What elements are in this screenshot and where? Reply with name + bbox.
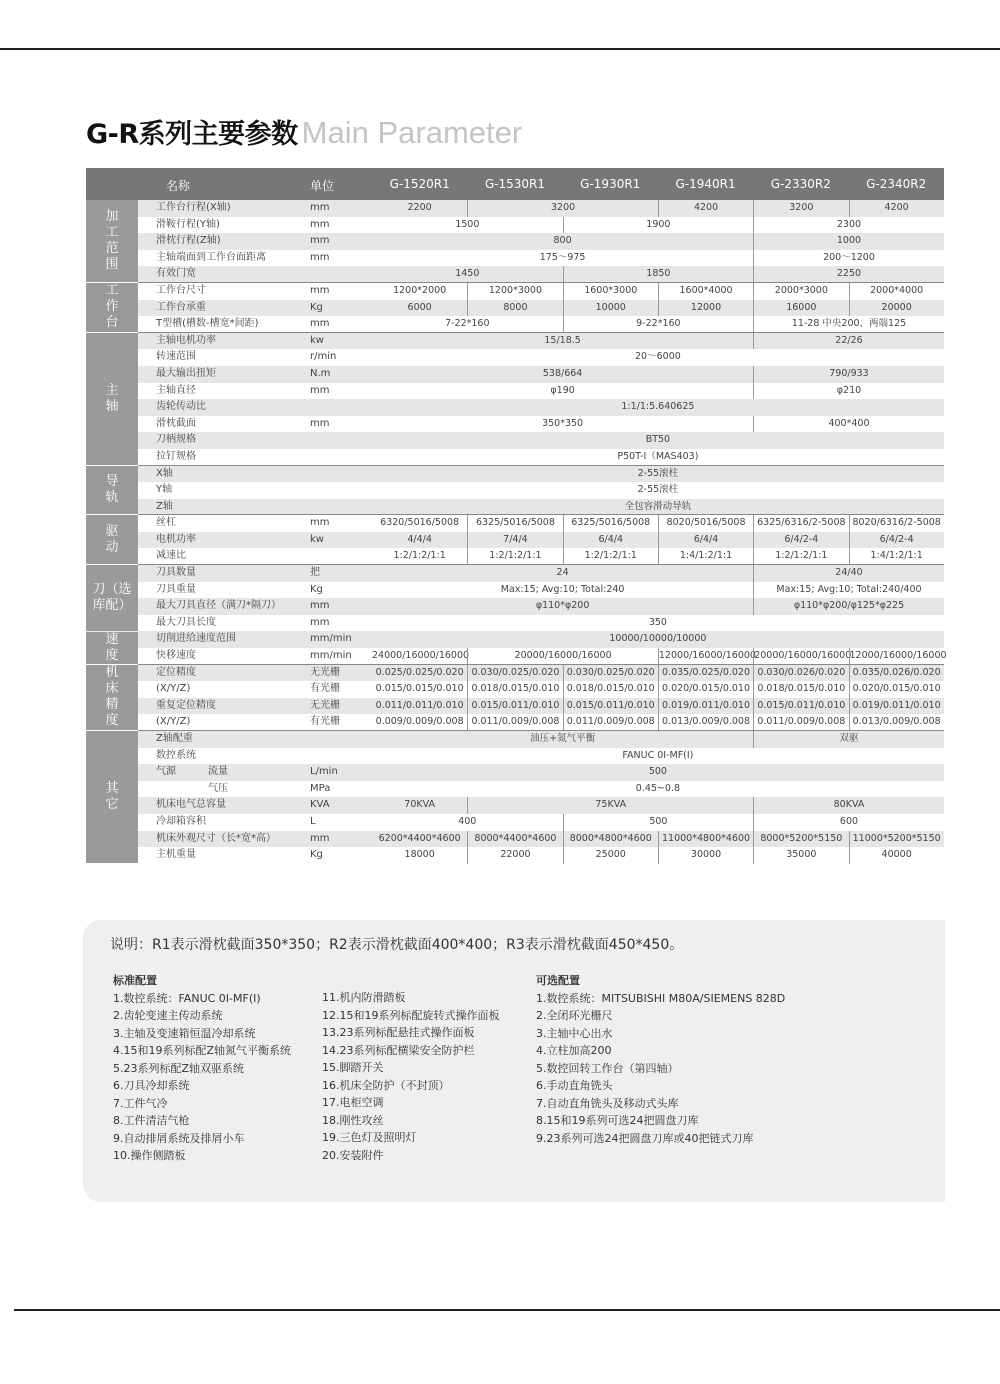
row-value: φ210 — [753, 383, 944, 400]
row-label: 刀具数量 — [156, 567, 196, 579]
row-value: 40000 — [849, 847, 944, 864]
group-label: 机 床 精 度 — [86, 665, 138, 730]
row-label: 最大刀具直径（满刀*隔刀） — [156, 600, 281, 612]
table-row — [86, 432, 944, 449]
row-unit: mm — [310, 517, 330, 529]
optional-item: 7.自动直角铣头及移动式头库 — [536, 1096, 679, 1110]
row-unit: 有光栅 — [310, 716, 340, 728]
row-unit: Kg — [310, 849, 323, 861]
row-unit: MPa — [310, 782, 331, 794]
standard-item: 9.自动排屑系统及排屑小车 — [113, 1131, 245, 1145]
row-value: 0.011/0.009/0.008 — [563, 714, 658, 731]
title-en: Main Parameter — [301, 115, 523, 150]
row-unit: mm — [310, 832, 330, 844]
row-value: 0.011/0.009/0.008 — [753, 714, 848, 731]
row-unit: KVA — [310, 799, 330, 811]
standard-item: 19.三色灯及照明灯 — [322, 1131, 417, 1144]
row-value: 2000*3000 — [753, 283, 848, 300]
row-label: 电机功率 — [156, 533, 196, 545]
page-title — [86, 112, 522, 151]
table-row — [86, 631, 944, 648]
row-value: 6200*4400*4600 — [378, 832, 461, 844]
row-label: 冷却箱容积 — [156, 815, 206, 827]
row-value: 0.015/0.015/0.010 — [375, 683, 464, 695]
row-value: 3200 — [467, 200, 658, 217]
row-label: X轴 — [156, 467, 173, 479]
row-value: 600 — [753, 814, 944, 831]
row-unit: r/min — [310, 351, 337, 363]
row-value: 9-22*160 — [563, 316, 754, 333]
table-row — [86, 714, 944, 731]
row-value: 8000*4400*4600 — [467, 831, 562, 848]
table-row — [86, 831, 944, 848]
optional-item: 9.23系列可选24把圆盘刀库或40把链式刀库 — [536, 1131, 754, 1145]
row-unit: Kg — [310, 301, 323, 313]
row-value: 0.013/0.009/0.008 — [658, 714, 753, 731]
row-unit: kw — [310, 533, 324, 545]
row-value: 0.018/0.015/0.010 — [467, 681, 562, 698]
table-row — [86, 681, 944, 698]
row-value: 0.45~0.8 — [635, 782, 681, 794]
row-value: 油压+氮气平衡 — [530, 733, 596, 744]
table-row — [86, 748, 944, 765]
row-label: (X/Y/Z) — [156, 716, 191, 728]
group-label: 刀（选 库配） — [86, 565, 138, 630]
row-value: 24 — [556, 567, 569, 579]
row-label: Y轴 — [156, 484, 173, 496]
header-model: G-1520R1 — [389, 177, 450, 191]
table-row — [86, 532, 944, 549]
row-value: 0.035/0.025/0.020 — [658, 665, 753, 682]
row-label: 转速范围 — [156, 351, 196, 363]
row-value: 4/4/4 — [407, 533, 432, 545]
row-value: 0.018/0.015/0.010 — [753, 681, 848, 698]
top-rule — [0, 48, 1000, 50]
standard-item: 8.工件清洁气枪 — [113, 1114, 190, 1127]
row-label: 定位精度 — [156, 666, 196, 678]
row-value: 0.015/0.011/0.010 — [753, 698, 848, 715]
row-value: 0.035/0.026/0.020 — [849, 665, 944, 682]
row-label: 快移速度 — [156, 650, 196, 662]
row-value: 双驱 — [753, 731, 944, 748]
row-label: 重复定位精度 — [156, 699, 216, 711]
row-unit: 有光栅 — [310, 683, 340, 695]
row-label: 工作台承重 — [156, 301, 206, 313]
table-row — [86, 366, 944, 383]
row-value: 2200 — [407, 202, 432, 213]
row-value: Max:15; Avg:10; Total:240/400 — [753, 582, 944, 599]
row-value: 1600*4000 — [658, 283, 753, 300]
standard-item: 16.机床全防护（不封顶） — [322, 1078, 450, 1092]
table-row — [86, 300, 944, 317]
row-value: 2250 — [753, 266, 944, 283]
row-label: 滑鞍行程(Y轴) — [156, 218, 220, 230]
row-value: 800 — [553, 235, 572, 247]
row-value: 2000*4000 — [849, 283, 944, 300]
optional-col — [536, 972, 785, 1147]
header-model: G-1940R1 — [675, 177, 736, 191]
row-value: 12000/16000/16000 — [849, 648, 944, 665]
table-row — [86, 416, 944, 433]
standard-item: 4.15和19系列标配Z轴氮气平衡系统 — [113, 1044, 292, 1057]
table-row — [86, 582, 944, 599]
row-value: 0.030/0.025/0.020 — [563, 665, 658, 682]
table-row — [86, 217, 944, 234]
standard-item: 11.机内防滑踏板 — [322, 991, 406, 1004]
row-value: BT50 — [645, 434, 671, 446]
row-value: 1000 — [753, 233, 944, 250]
row-value: 0.009/0.009/0.008 — [375, 716, 464, 728]
row-unit: N.m — [310, 367, 331, 379]
header-model: G-2340R2 — [866, 177, 927, 191]
row-label: 减速比 — [156, 550, 186, 562]
standard-item: 5.23系列标配Z轴双驱系统 — [113, 1061, 245, 1075]
row-value: FANUC 0I-MF(I) — [622, 749, 694, 761]
standard-item: 10.操作侧踏板 — [113, 1149, 186, 1162]
row-unit: mm — [310, 417, 330, 429]
row-label: 气源 — [156, 766, 176, 778]
row-label: 工作台行程(X轴) — [156, 202, 231, 213]
row-value: 70KVA — [404, 799, 435, 811]
optional-item: 1.数控系统：MITSUBISHI M80A/SIEMENS 828D — [536, 991, 786, 1005]
row-value: 4200 — [849, 200, 944, 217]
row-label: 齿轮传动比 — [156, 401, 206, 413]
row-label: 主机重量 — [156, 849, 196, 861]
row-unit: L/min — [310, 766, 338, 778]
standard-col-1 — [113, 972, 291, 1165]
table-row — [86, 333, 944, 350]
table-row — [86, 200, 944, 217]
row-label: 主轴端面到工作台面距离 — [156, 251, 266, 263]
row-label: 拉钉规格 — [156, 450, 196, 462]
table-row — [86, 598, 944, 615]
row-label: 主轴直径 — [156, 384, 196, 396]
row-unit: mm — [310, 251, 330, 263]
row-value: 8000 — [467, 300, 562, 317]
row-value: 20～6000 — [635, 351, 681, 363]
row-label: T型槽(槽数-槽宽*间距) — [156, 318, 259, 330]
row-value: 80KVA — [753, 797, 944, 814]
row-value: 0.011/0.011/0.010 — [375, 699, 464, 711]
row-unit: mm — [310, 202, 330, 213]
header-unit: 单位 — [310, 179, 335, 193]
row-value: 11000*4800*4600 — [658, 831, 753, 848]
row-value: 0.011/0.009/0.008 — [467, 714, 562, 731]
row-unit: 无光栅 — [310, 666, 340, 678]
standard-item: 18.刚性攻丝 — [322, 1113, 384, 1127]
parameter-table — [86, 168, 947, 864]
row-value: 3200 — [753, 200, 848, 217]
row-unit: mm — [310, 600, 330, 612]
row-value: 0.015/0.011/0.010 — [467, 698, 562, 715]
row-unit: mm — [310, 218, 330, 230]
row-value: 350 — [648, 616, 667, 628]
optional-item: 2.全闭环光栅尺 — [536, 1009, 613, 1022]
table-row — [86, 515, 944, 532]
standard-item: 12.15和19系列标配旋转式操作面板 — [322, 1008, 500, 1022]
standard-item: 17.电柜空调 — [322, 1096, 384, 1109]
table-row — [86, 349, 944, 366]
row-sublabel: 气压 — [208, 782, 228, 794]
row-value: 0.020/0.015/0.010 — [849, 681, 944, 698]
optional-item: 4.立柱加高200 — [536, 1044, 612, 1057]
row-value: 1900 — [563, 217, 754, 234]
row-value: 22/26 — [753, 333, 944, 350]
row-value: 0.020/0.015/0.010 — [658, 681, 753, 698]
group-label: 速 度 — [86, 632, 138, 664]
row-value: 4200 — [658, 200, 753, 217]
table-row — [86, 565, 944, 582]
row-label: 机床外观尺寸（长*宽*高） — [156, 832, 276, 844]
header-name: 名称 — [166, 179, 191, 193]
table-row — [86, 781, 944, 798]
row-value: 1500 — [455, 218, 480, 230]
row-unit: mm — [310, 235, 330, 247]
row-label: 滑枕截面 — [156, 417, 196, 429]
table-row — [86, 814, 944, 831]
row-value: 2-55滚柱 — [637, 484, 679, 496]
row-value: 1:1/1:5.640625 — [621, 401, 695, 413]
row-unit: mm — [310, 616, 330, 628]
standard-item: 3.主轴及变速箱恒温冷却系统 — [113, 1026, 256, 1040]
table-body — [86, 200, 947, 864]
row-value: 0.030/0.025/0.020 — [467, 665, 562, 682]
row-value: 2-55滚柱 — [637, 467, 679, 479]
row-value: 0.019/0.011/0.010 — [658, 698, 753, 715]
row-value: 6/4/4 — [563, 532, 658, 549]
standard-item: 14.23系列标配横梁安全防护栏 — [322, 1043, 475, 1057]
row-value: 0.030/0.026/0.020 — [753, 665, 848, 682]
row-label: 丝杠 — [156, 517, 176, 529]
table-header — [86, 168, 944, 200]
row-value: 11-28 中央200、两端125 — [753, 316, 944, 333]
bottom-rule — [14, 1309, 1000, 1311]
row-value: Max:15; Avg:10; Total:240 — [500, 583, 625, 595]
row-unit: Kg — [310, 583, 323, 595]
row-value: 1200*2000 — [393, 284, 447, 296]
row-value: φ190 — [550, 384, 575, 396]
row-value: 20000 — [849, 300, 944, 317]
row-label: (X/Y/Z) — [156, 683, 191, 695]
row-value: 20000/16000/16000 — [753, 648, 848, 665]
row-value: 790/933 — [753, 366, 944, 383]
row-value: 500 — [563, 814, 754, 831]
row-value: 2300 — [753, 217, 944, 234]
standard-item: 13.23系列标配悬挂式操作面板 — [322, 1026, 475, 1039]
row-value: 1200*3000 — [467, 283, 562, 300]
standard-item: 6.刀具冷却系统 — [113, 1079, 190, 1092]
row-value: 7-22*160 — [445, 318, 490, 330]
row-value: 12000 — [658, 300, 753, 317]
row-value: 8020/6316/2-5008 — [849, 515, 944, 532]
row-value: 8000*5200*5150 — [753, 831, 848, 848]
row-unit: mm — [310, 384, 330, 396]
table-row — [86, 466, 944, 483]
row-label: 有效门宽 — [156, 268, 196, 280]
row-value: 1:4/1:2/1:1 — [658, 548, 753, 565]
standard-title: 标准配置 — [113, 974, 157, 987]
row-value: 12000/16000/16000 — [658, 648, 753, 665]
row-unit: mm/min — [310, 650, 352, 662]
row-value: 24/40 — [753, 565, 944, 582]
row-value: 0.025/0.025/0.020 — [375, 666, 464, 678]
row-label: 刀柄规格 — [156, 434, 196, 446]
row-value: 400 — [458, 815, 477, 827]
header-model: G-2330R2 — [770, 177, 831, 191]
row-value: 1450 — [455, 268, 480, 280]
row-unit: L — [310, 815, 316, 827]
row-label: 数控系统 — [156, 749, 196, 761]
table-row — [86, 764, 944, 781]
row-value: 30000 — [658, 847, 753, 864]
group-label: 导 轨 — [86, 466, 138, 515]
row-value: 1:4/1:2/1:1 — [849, 548, 944, 565]
standard-col-2 — [322, 989, 500, 1164]
row-value: 8000*4800*4600 — [563, 831, 658, 848]
standard-item: 20.安装附件 — [322, 1148, 384, 1162]
table-row — [86, 648, 947, 665]
table-row — [86, 383, 944, 400]
group-label: 驱 动 — [86, 515, 138, 564]
row-value: 538/664 — [542, 367, 583, 379]
row-value: 0.013/0.009/0.008 — [849, 714, 944, 731]
header-model: G-1530R1 — [484, 177, 546, 191]
optional-item: 5.数控回转工作台（第四轴） — [536, 1061, 679, 1075]
row-value: 10000/10000/10000 — [609, 633, 707, 645]
title-cn: G-R系列主要参数 — [86, 119, 298, 150]
row-value: 1600*3000 — [563, 283, 658, 300]
row-value: 75KVA — [467, 797, 753, 814]
row-label: 刀具重量 — [156, 583, 196, 595]
header-model: G-1930R1 — [580, 177, 641, 191]
row-value: 16000 — [753, 300, 848, 317]
standard-item: 15.脚踏开关 — [322, 1061, 384, 1074]
note-text: 说明：R1表示滑枕截面350*350；R2表示滑枕截面400*400；R3表示滑枕截面450*450。 — [110, 937, 684, 953]
row-label: Z轴 — [156, 500, 173, 512]
table-row — [86, 283, 944, 300]
row-value: 6000 — [407, 301, 432, 313]
row-value: 500 — [648, 766, 667, 778]
row-value: 7/4/4 — [467, 532, 562, 549]
row-unit: kw — [310, 334, 324, 346]
row-value: 25000 — [563, 847, 658, 864]
table-row — [86, 316, 944, 333]
row-value: P50T-I（MAS403) — [617, 450, 699, 462]
table-row — [86, 698, 944, 715]
row-label: 最大输出扭矩 — [156, 367, 216, 379]
row-value: 400*400 — [753, 416, 944, 433]
table-row — [86, 548, 944, 565]
row-label: 主轴电机功率 — [156, 334, 216, 346]
row-label: 滑枕行程(Z轴) — [156, 235, 221, 247]
row-unit: mm — [310, 284, 330, 296]
table-row — [86, 797, 944, 814]
row-label: 切削进给速度范围 — [156, 633, 236, 645]
row-value: φ110*φ200/φ125*φ225 — [753, 598, 944, 615]
row-label: 工作台尺寸 — [156, 284, 206, 296]
row-label: 机床电气总容量 — [156, 799, 226, 811]
row-sublabel: 流量 — [208, 766, 228, 778]
row-value: 0.018/0.015/0.010 — [563, 681, 658, 698]
row-value: 6325/6316/2-5008 — [753, 515, 848, 532]
group-label: 主 轴 — [86, 333, 138, 465]
row-label: 最大刀具长度 — [156, 616, 216, 628]
row-value: 6/4/2-4 — [753, 532, 848, 549]
row-unit: mm/min — [310, 633, 352, 645]
row-value: 1:2/1:2/1:1 — [393, 550, 446, 562]
optional-title: 可选配置 — [536, 974, 580, 987]
table-row — [86, 847, 944, 864]
group-label: 其 它 — [86, 731, 138, 863]
table-row — [86, 266, 944, 283]
row-value: 6/4/2-4 — [849, 532, 944, 549]
table-row — [86, 731, 944, 748]
row-value: 0.019/0.011/0.010 — [849, 698, 944, 715]
standard-item: 1.数控系统：FANUC 0I-MF(I) — [113, 991, 261, 1005]
table-row — [86, 449, 944, 466]
row-unit: mm — [310, 318, 330, 330]
row-value: 24000/16000/16000 — [372, 650, 470, 662]
standard-item: 7.工件气冷 — [113, 1096, 168, 1110]
row-value: 6320/5016/5008 — [380, 517, 460, 529]
row-value: 6/4/4 — [658, 532, 753, 549]
table-row — [86, 399, 944, 416]
row-unit: 无光栅 — [310, 699, 340, 711]
row-value: 全包容滑动导轨 — [624, 500, 692, 512]
table-row — [86, 250, 944, 267]
table-row — [86, 615, 944, 632]
table-row — [86, 233, 944, 250]
row-unit: 把 — [310, 567, 320, 579]
optional-item: 3.主轴中心出水 — [536, 1026, 613, 1040]
optional-item: 6.手动直角铣头 — [536, 1079, 613, 1092]
table-row — [86, 482, 944, 499]
row-label: Z轴配重 — [156, 733, 193, 744]
row-value: 6325/5016/5008 — [467, 515, 562, 532]
optional-item: 8.15和19系列可选24把圆盘刀库 — [536, 1114, 699, 1127]
row-value: 35000 — [753, 847, 848, 864]
row-value: 0.015/0.011/0.010 — [563, 698, 658, 715]
row-value: 10000 — [563, 300, 658, 317]
row-value: 22000 — [467, 847, 562, 864]
row-value: 20000/16000/16000 — [467, 648, 658, 665]
row-value: 15/18.5 — [544, 334, 581, 346]
table-row — [86, 499, 944, 516]
standard-item: 2.齿轮变速主传动系统 — [113, 1009, 223, 1022]
row-value: 18000 — [404, 849, 435, 861]
row-value: φ110*φ200 — [535, 600, 590, 612]
group-label: 加 工 范 围 — [86, 200, 138, 282]
row-value: 200～1200 — [753, 250, 944, 267]
row-value: 350*350 — [542, 417, 584, 429]
table-row — [86, 665, 944, 682]
row-value: 175～975 — [539, 251, 586, 263]
row-value: 1:2/1:2/1:1 — [563, 548, 658, 565]
row-value: 6325/5016/5008 — [563, 515, 658, 532]
row-value: 1:2/1:2/1:1 — [467, 548, 562, 565]
row-value: 8020/5016/5008 — [658, 515, 753, 532]
row-value: 1850 — [563, 266, 754, 283]
row-value: 1:2/1:2/1:1 — [753, 548, 848, 565]
row-value: 11000*5200*5150 — [849, 831, 944, 848]
group-label: 工 作 台 — [86, 283, 138, 332]
